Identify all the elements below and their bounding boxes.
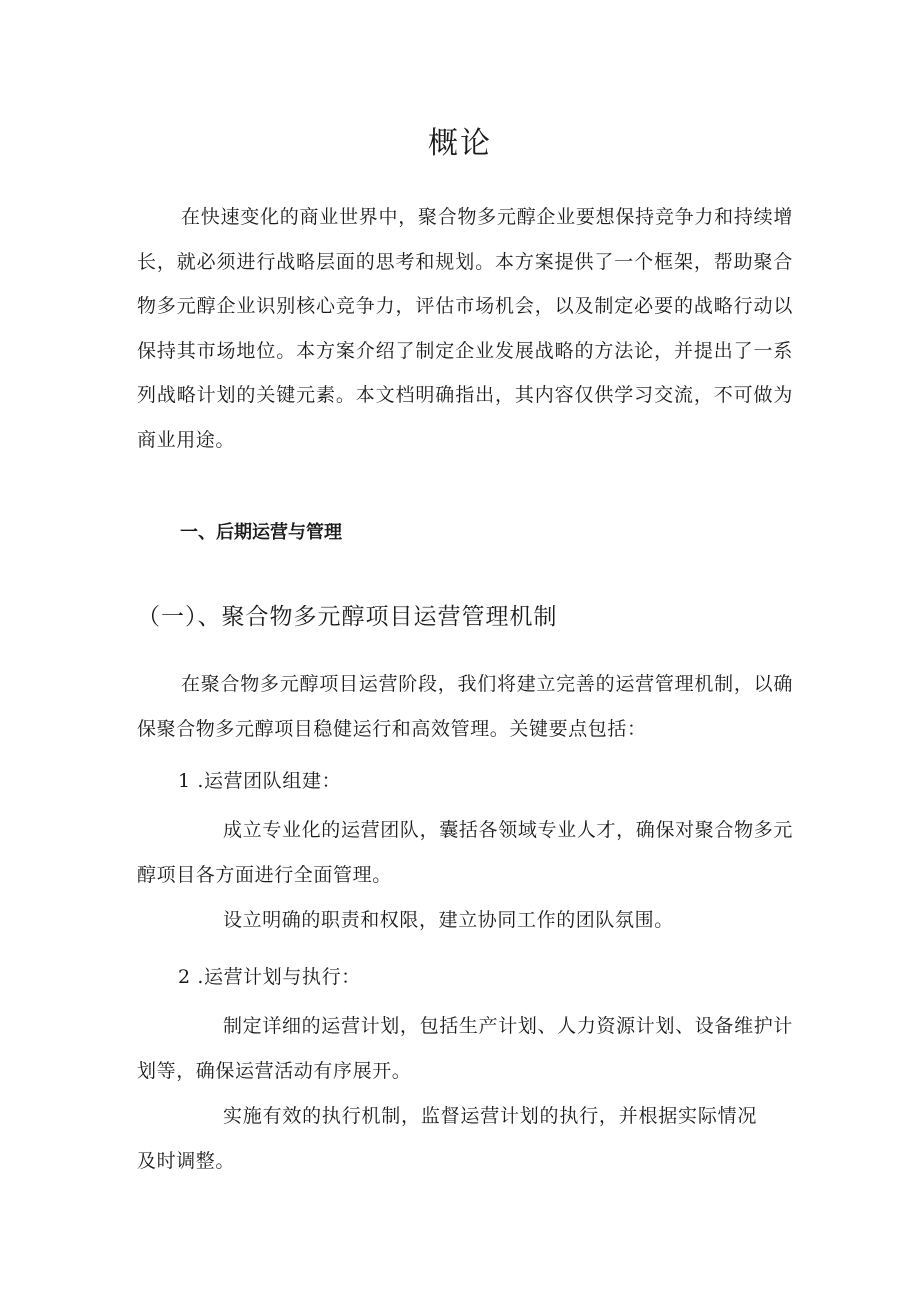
item-point: 制定详细的运营计划，包括生产计划、人力资源计划、设备维护计划等，确保运营活动有序展开。 <box>137 1015 793 1082</box>
subsection-paragraph: 在聚合物多元醇项目运营阶段，我们将建立完善的运营管理机制，以确保聚合物多元醇项目稳健运行和高效管理。关键要点包括： <box>137 673 793 740</box>
item-heading-team: 1 .运营团队组建： <box>178 770 342 792</box>
item-point: 设立明确的职责和权限，建立协同工作的团队氛围。 <box>223 909 674 931</box>
intro-paragraph: 在快速变化的商业世界中，聚合物多元醇企业要想保持竞争力和持续增长，就必须进行战略层面的思考和规划。本方案提供了一个框架，帮助聚合物多元醇企业识别核心竞争力，评估市场机会，以及制定必要的战略行动以保持其市场地位。本方案介绍了制定企业发展战略的方法论，并提出了一系列战略计划的关键元素。本文档明确指出，其内容仅供学习交流，不可做为商业用途。 <box>137 206 793 451</box>
item-point: 成立专业化的运营团队，囊括各领域专业人才，确保对聚合物多元醇项目各方面进行全面管理。 <box>137 819 793 886</box>
section-heading: 一、后期运营与管理 <box>180 522 342 543</box>
subsection-heading: （一）、聚合物多元醇项目运营管理机制 <box>137 604 558 630</box>
item-point: 实施有效的执行机制，监督运营计划的执行，并根据实际情况及时调整。 <box>137 1105 757 1172</box>
page-title: 概论 <box>428 126 492 161</box>
item-heading-plan: 2 .运营计划与执行： <box>178 966 361 988</box>
